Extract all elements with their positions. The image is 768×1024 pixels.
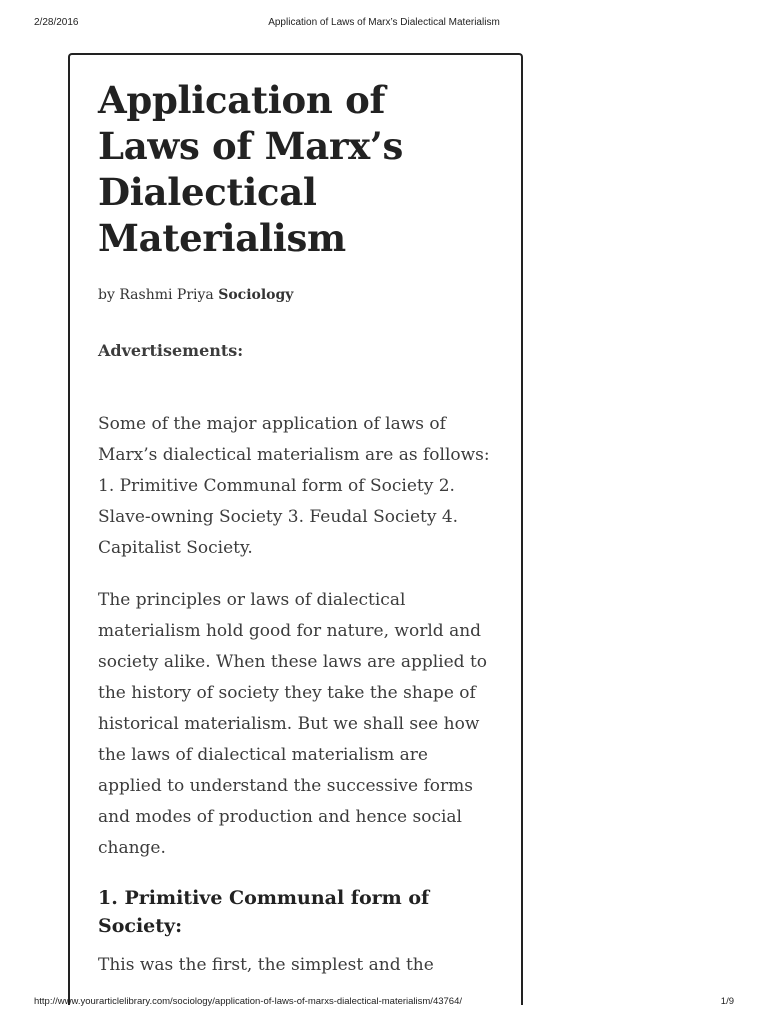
print-title: Application of Laws of Marx’s Dialectical Materialism [268,17,500,28]
byline-author: by Rashmi Priya [98,287,214,303]
page-indicator: 1/9 [720,996,734,1007]
paragraph-intro: Some of the major application of laws of Marx’s dialectical materialism are as follows: 1. Primitive Communal form of Society 2. Slave-owning Society 3. Feudal Society 4. Capitalist Society. [98,414,490,558]
paragraph-principles: The principles or laws of dialectical materialism hold good for nature, world and society alike. When these laws are applied to the history of society they take the shape of historical materialism. But we shall see how the laws of dialectical materialism are applied to understand the successive forms and modes of production and hence social change. [98,590,488,858]
article-title: Application of Laws of Marx’s Dialectical Materialism [98,78,404,260]
print-url: http://www.yourarticlelibrary.com/sociology/application-of-laws-of-marxs-dialectical-materialism/43764/ [34,996,463,1007]
article [98,77,493,981]
section-heading-primitive-communal: 1. Primitive Communal form of Society: [98,887,430,937]
byline [98,285,493,305]
print-footer [0,993,768,1011]
advertisements-label: Advertisements: [98,341,244,360]
print-header [0,14,768,32]
paragraph-primitive-communal: This was the first, the simplest and the [98,955,434,975]
page-frame [68,53,523,1005]
print-date: 2/28/2016 [34,17,79,28]
category-link[interactable]: Sociology [218,287,294,303]
